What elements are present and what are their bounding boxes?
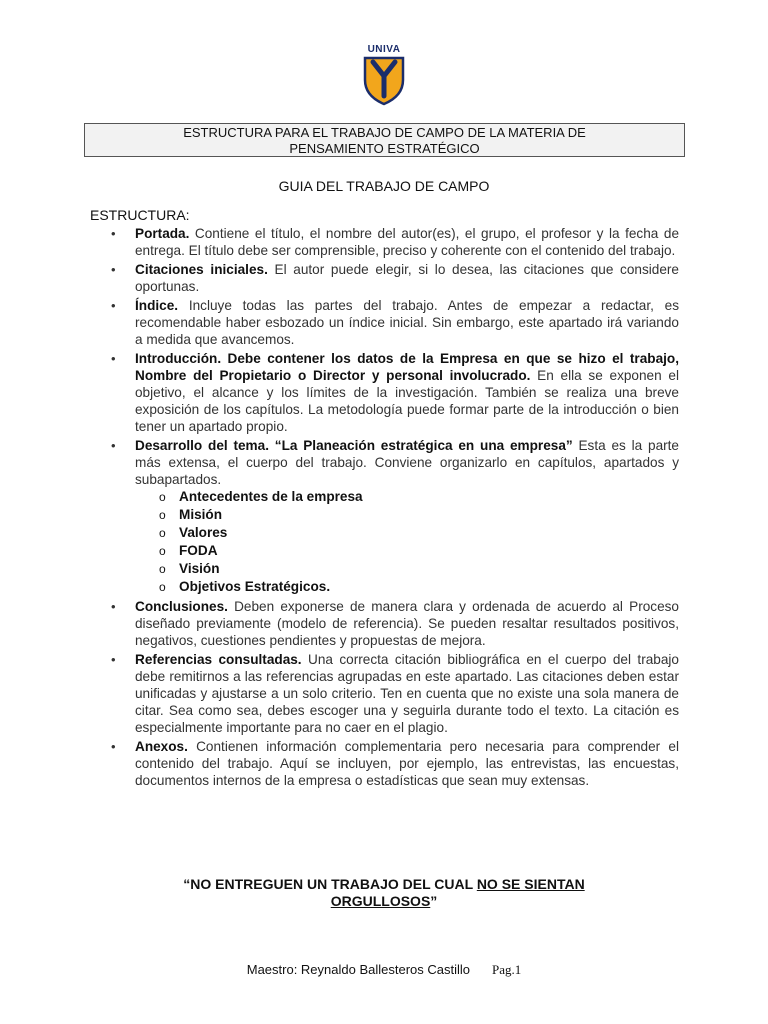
sub-list-item: o Antecedentes de la empresa: [159, 489, 363, 504]
item-title: Desarrollo del tema. “La Planeación estratégica en una empresa”: [135, 438, 573, 453]
item-text: Contienen información complementaria pero necesaria para comprender el contenido del trabajo. Aquí se incluyen, por ejemplo, las entrevistas, las encuestas, documentos internos de la empresa o estadísticas que sean muy extensas.: [135, 739, 679, 788]
list-item-desarrollo: • Desarrollo del tema. “La Planeación estratégica en una empresa” Esta es la parte más extensa, el cuerpo del trabajo. Conviene organizarlo en capítulos, apartados y subapartados. o Antecedentes de la empresa o Misión o Valores o FODA o Visión o Objetivos Estratégicos.: [111, 438, 679, 594]
list-item-anexos: • Anexos. Contienen información complementaria pero necesaria para comprender el contenido del trabajo. Aquí se incluyen, por ejemplo, las entrevistas, las encuestas, documentos internos de la empresa o estadísticas que sean muy extensas.: [111, 739, 679, 788]
sub-list-item: o Misión: [159, 507, 223, 522]
closing-statement: “NO ENTREGUEN UN TRABAJO DEL CUAL NO SE SIENTAN ORGULLOSOS”: [183, 876, 585, 909]
item-text: Deben exponerse de manera clara y ordenada de acuerdo al Proceso diseñado previamente (modelo de referencia). Se pueden resaltar resultados positivos, negativos, cuestiones pendientes y propuestas de mejora.: [135, 599, 679, 648]
page-footer: [0, 962, 768, 978]
structure-list: [107, 225, 679, 791]
item-title: Introducción. Debe contener los datos de la Empresa en que se hizo el trabajo, Nombre del Propietario o Director y personal involucrado.: [135, 351, 679, 383]
sub-list-item: o Objetivos Estratégicos.: [159, 579, 331, 594]
item-text: El autor puede elegir, si lo desea, las citaciones que considere oportunas.: [135, 262, 679, 294]
sub-list: [135, 488, 679, 596]
item-text: Una correcta citación bibliográfica en el cuerpo del trabajo debe remitirnos a las referencias agrupadas en este apartado. Las citaciones deben estar unificadas y ajustarse a un solo criterio. Ten en cuenta que no existe una sola manera de citar. Sea como sea, debes escoger una y seguirla durante todo el texto. La citación es especialmente importante para no caer en el plagio.: [135, 652, 679, 735]
title-line-2: PENSAMIENTO ESTRATÉGICO: [289, 141, 480, 156]
item-title: Citaciones iniciales.: [135, 262, 268, 277]
document-title-box: [84, 123, 685, 157]
list-item-indice: • Índice. Incluye todas las partes del trabajo. Antes de empezar a redactar, es recomendable haber esbozado un índice inicial. Sin embargo, este apartado irá variando a medida que avancemos.: [111, 298, 679, 347]
list-item-conclusiones: • Conclusiones. Deben exponerse de manera clara y ordenada de acuerdo al Proceso diseñado previamente (modelo de referencia). Se pueden resaltar resultados positivos, negativos, cuestiones pendientes y propuestas de mejora.: [111, 599, 679, 648]
item-title: Índice.: [135, 298, 179, 313]
sub-list-item: o Valores: [159, 525, 228, 540]
item-title: Conclusiones.: [135, 599, 228, 614]
list-item-citaciones: • Citaciones iniciales. El autor puede elegir, si lo desea, las citaciones que considere oportunas.: [111, 262, 679, 294]
item-text: Contiene el título, el nombre del autor(es), el grupo, el profesor y la fecha de entrega. El título debe ser comprensible, preciso y coherente con el contenido del trabajo.: [135, 226, 679, 258]
footer-teacher: Maestro: Reynaldo Ballesteros Castillo: [246, 962, 471, 977]
item-title: Referencias consultadas.: [135, 652, 302, 667]
title-line-1: ESTRUCTURA PARA EL TRABAJO DE CAMPO DE LA MATERIA DE: [183, 125, 586, 140]
document-subtitle: GUIA DEL TRABAJO DE CAMPO: [278, 178, 490, 194]
list-item-introduccion: • Introducción. Debe contener los datos de la Empresa en que se hizo el trabajo, Nombre del Propietario o Director y personal involucrado. En ella se exponen el objetivo, el alcance y los límites de la investigación. También se realiza una breve exposición de los capítulos. La metodología puede formar parte de la introducción o bien tener un apartado propio.: [111, 351, 679, 434]
logo-text: UNIVA: [367, 44, 401, 55]
footer-page-number: Pag.1: [492, 962, 522, 977]
section-label: ESTRUCTURA:: [90, 207, 190, 223]
univa-shield-icon: [357, 44, 411, 106]
sub-list-item: o FODA: [159, 543, 218, 558]
item-title: Anexos.: [135, 739, 188, 754]
list-item-referencias: • Referencias consultadas. Una correcta citación bibliográfica en el cuerpo del trabajo debe remitirnos a las referencias agrupadas en este apartado. Las citaciones deben estar unificadas y ajustarse a un solo criterio. Ten en cuenta que no existe una sola manera de citar. Sea como sea, debes escoger una y seguirla durante todo el texto. La citación es especialmente importante para no caer en el plagio.: [111, 652, 679, 735]
univa-logo: [357, 44, 411, 106]
item-title: Portada.: [135, 226, 190, 241]
item-text: Incluye todas las partes del trabajo. Antes de empezar a redactar, es recomendable haber esbozado un índice inicial. Sin embargo, este apartado irá variando a medida que avancemos.: [135, 298, 679, 347]
item-text: Esta es la parte más extensa, el cuerpo del trabajo. Conviene organizarlo en capítulos, apartados y subapartados.: [135, 438, 679, 487]
item-text: En ella se exponen el objetivo, el alcance y los límites de la investigación. También se realiza una breve exposición de los capítulos. La metodología puede formar parte de la introducción o bien tener un apartado propio.: [135, 368, 679, 434]
list-item-portada: • Portada. Contiene el título, el nombre del autor(es), el grupo, el profesor y la fecha de entrega. El título debe ser comprensible, preciso y coherente con el contenido del trabajo.: [111, 226, 679, 258]
sub-list-item: o Visión: [159, 561, 220, 576]
